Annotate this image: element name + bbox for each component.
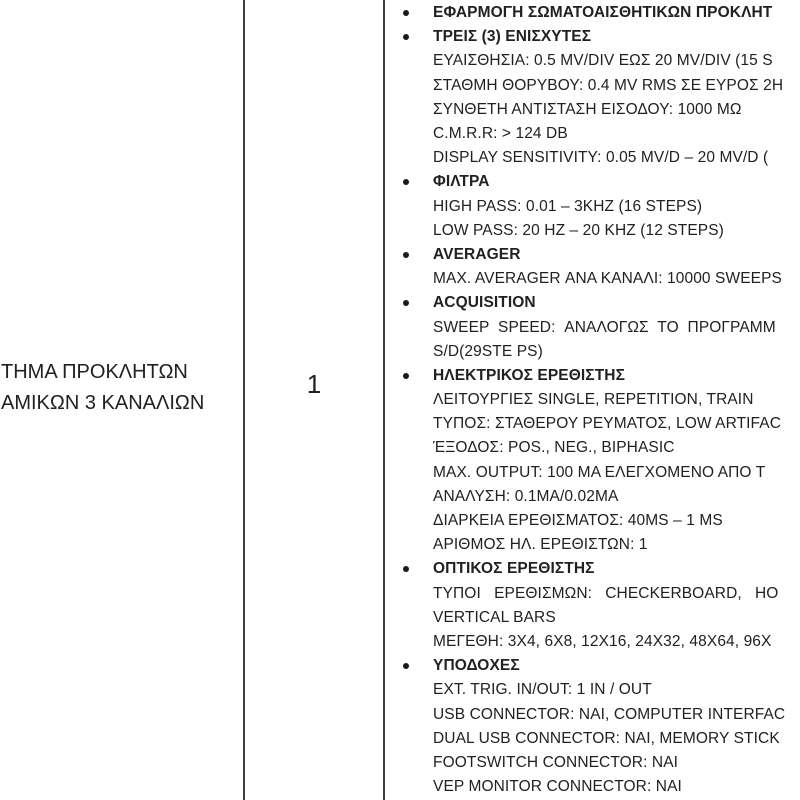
- spec-detail-text: ΕΥΑΙΣΘΗΣΙΑ: 0.5 MV/DIV ΕΩΣ 20 MV/DIV (15 S: [433, 52, 773, 70]
- spec-detail-line: [385, 267, 800, 291]
- bullet-icon: [403, 663, 409, 669]
- spec-detail-text: SWEEP SPEED: ΑΝΑΛΟΓΩΣ ΤΟ ΠΡΟΓΡΑΜΜ: [433, 318, 776, 336]
- spec-section-title: ΦΙΛΤΡΑ: [433, 173, 490, 191]
- spec-detail-text: ΔΙΑΡΚΕΙΑ ΕΡΕΘΙΣΜΑΤΟΣ: 40MS – 1 MS: [433, 512, 723, 530]
- item-description-cell: [1, 357, 243, 419]
- spec-detail-line: [385, 533, 800, 557]
- spec-detail-line: [385, 751, 800, 775]
- spec-section-header: [385, 654, 800, 678]
- spec-detail-text: ΛΕΙΤΟΥΡΓΙΕΣ SINGLE, REPETITION, TRAIN: [433, 391, 754, 409]
- spec-detail-line: [385, 98, 800, 122]
- spec-section-header: [385, 291, 800, 315]
- spec-detail-text: FOOTSWITCH CONNECTOR: ΝΑΙ: [433, 753, 679, 771]
- spec-section-title: ΟΠΤΙΚΟΣ ΕΡΕΘΙΣΤΗΣ: [433, 560, 595, 578]
- spec-detail-line: [385, 606, 800, 630]
- spec-detail-text: C.M.R.R: > 124 DB: [433, 125, 568, 143]
- spec-detail-line: [385, 678, 800, 702]
- spec-section-header: [385, 557, 800, 581]
- spec-section-header: [385, 364, 800, 388]
- spec-detail-text: ΣΥΝΘΕΤΗ ΑΝΤΙΣΤΑΣΗ ΕΙΣΟΔΟΥ: 1000 ΜΩ: [433, 100, 742, 118]
- spec-detail-line: [385, 630, 800, 654]
- spec-detail-line: [385, 219, 800, 243]
- bullet-icon: [403, 252, 409, 258]
- spec-detail-line: [385, 146, 800, 170]
- item-description-line: ΤΗΜΑ ΠΡΟΚΛΗΤΩΝ: [1, 361, 188, 383]
- spec-detail-text: ΈΞΟΔΟΣ: POS., NEG., BIPHASIC: [433, 439, 675, 457]
- spec-detail-line: [385, 436, 800, 460]
- spec-detail-text: ΤΥΠΟΣ: ΣΤΑΘΕΡΟΥ ΡΕΥΜΑΤΟΣ, LOW ARTIFAC: [433, 415, 781, 433]
- spec-detail-line: [385, 122, 800, 146]
- spec-section-header: [385, 1, 800, 25]
- quantity-value: 1: [306, 369, 322, 399]
- spec-section-title: ACQUISITION: [433, 294, 536, 312]
- spec-detail-text: USB CONNECTOR: ΝΑΙ, COMPUTER INTERFAC: [433, 705, 786, 723]
- spec-detail-text: LOW PASS: 20 HZ – 20 KHZ (12 STEPS): [433, 221, 724, 239]
- spec-detail-text: ΣΤΑΘΜΗ ΘΟΡΥΒΟΥ: 0.4 MV RMS ΣΕ ΕΥΡΟΣ 2H: [433, 76, 784, 94]
- spec-section-header: [385, 25, 800, 49]
- spec-detail-text: MAX. AVERAGER ΑΝΑ ΚΑΝΑΛΙ: 10000 SWEEPS: [433, 270, 782, 288]
- spec-detail-text: DUAL USB CONNECTOR: ΝΑΙ, MEMORY STICK: [433, 729, 780, 747]
- spec-section-header: [385, 170, 800, 194]
- spec-detail-line: [385, 315, 800, 339]
- spec-section-title: ΗΛΕΚΤΡΙΚΟΣ ΕΡΕΘΙΣΤΗΣ: [433, 366, 625, 384]
- table-border-quantity-column: [243, 0, 245, 800]
- spec-detail-text: VEP MONITOR CONNECTOR: ΝΑΙ: [433, 778, 682, 796]
- spec-detail-text: ΑΡΙΘΜΟΣ ΗΛ. ΕΡΕΘΙΣΤΩΝ: 1: [433, 536, 648, 554]
- bullet-icon: [403, 566, 409, 572]
- spec-detail-text: ΑΝΑΛΥΣΗ: 0.1MA/0.02MA: [433, 487, 619, 505]
- spec-detail-text: MAX. OUTPUT: 100 MA ΕΛΕΓΧΟΜΕΝΟ ΑΠΟ Τ: [433, 463, 766, 481]
- spec-detail-text: DISPLAY SENSITIVITY: 0.05 MV/D – 20 MV/D (: [433, 149, 769, 167]
- spec-detail-line: [385, 461, 800, 485]
- bullet-icon: [403, 300, 409, 306]
- bullet-icon: [403, 34, 409, 40]
- specifications-cell: [385, 1, 800, 799]
- spec-detail-line: [385, 775, 800, 799]
- spec-detail-line: [385, 412, 800, 436]
- bullet-icon: [403, 179, 409, 185]
- spec-section-title: ΤΡΕΙΣ (3) ΕΝΙΣΧΥΤΕΣ: [433, 28, 592, 46]
- item-description-line: ΑΜΙΚΩΝ 3 ΚΑΝΑΛΙΩΝ: [1, 392, 205, 414]
- spec-detail-text: HIGH PASS: 0.01 – 3KHZ (16 STEPS): [433, 197, 703, 215]
- spec-detail-line: [385, 485, 800, 509]
- spec-detail-text: S/D(29STE PS): [433, 342, 543, 360]
- spec-detail-line: [385, 388, 800, 412]
- bullet-icon: [403, 10, 409, 16]
- spec-detail-line: [385, 195, 800, 219]
- spec-detail-line: [385, 340, 800, 364]
- spec-detail-line: [385, 582, 800, 606]
- spec-section-title: AVERAGER: [433, 245, 521, 263]
- spec-detail-line: [385, 509, 800, 533]
- spec-section-title: ΕΦΑΡΜΟΓΗ ΣΩΜΑΤΟΑΙΣΘΗΤΙΚΩΝ ΠΡΟΚΛΗΤ: [433, 4, 773, 22]
- spec-detail-text: ΤΥΠΟΙ ΕΡΕΘΙΣΜΩΝ: CHECKERBOARD, HO: [433, 584, 779, 602]
- spec-section-header: [385, 243, 800, 267]
- spec-detail-line: [385, 727, 800, 751]
- bullet-icon: [403, 373, 409, 379]
- spec-section-title: ΥΠΟΔΟΧΕΣ: [433, 657, 520, 675]
- spec-detail-text: EXT. TRIG. IN/OUT: 1 IN / OUT: [433, 681, 652, 699]
- spec-detail-text: VERTICAL BARS: [433, 608, 556, 626]
- spec-detail-line: [385, 49, 800, 73]
- spec-detail-line: [385, 702, 800, 726]
- spec-detail-line: [385, 74, 800, 98]
- quantity-cell: [245, 369, 383, 399]
- spec-detail-text: ΜΕΓΕΘΗ: 3X4, 6X8, 12X16, 24X32, 48X64, 96X: [433, 632, 772, 650]
